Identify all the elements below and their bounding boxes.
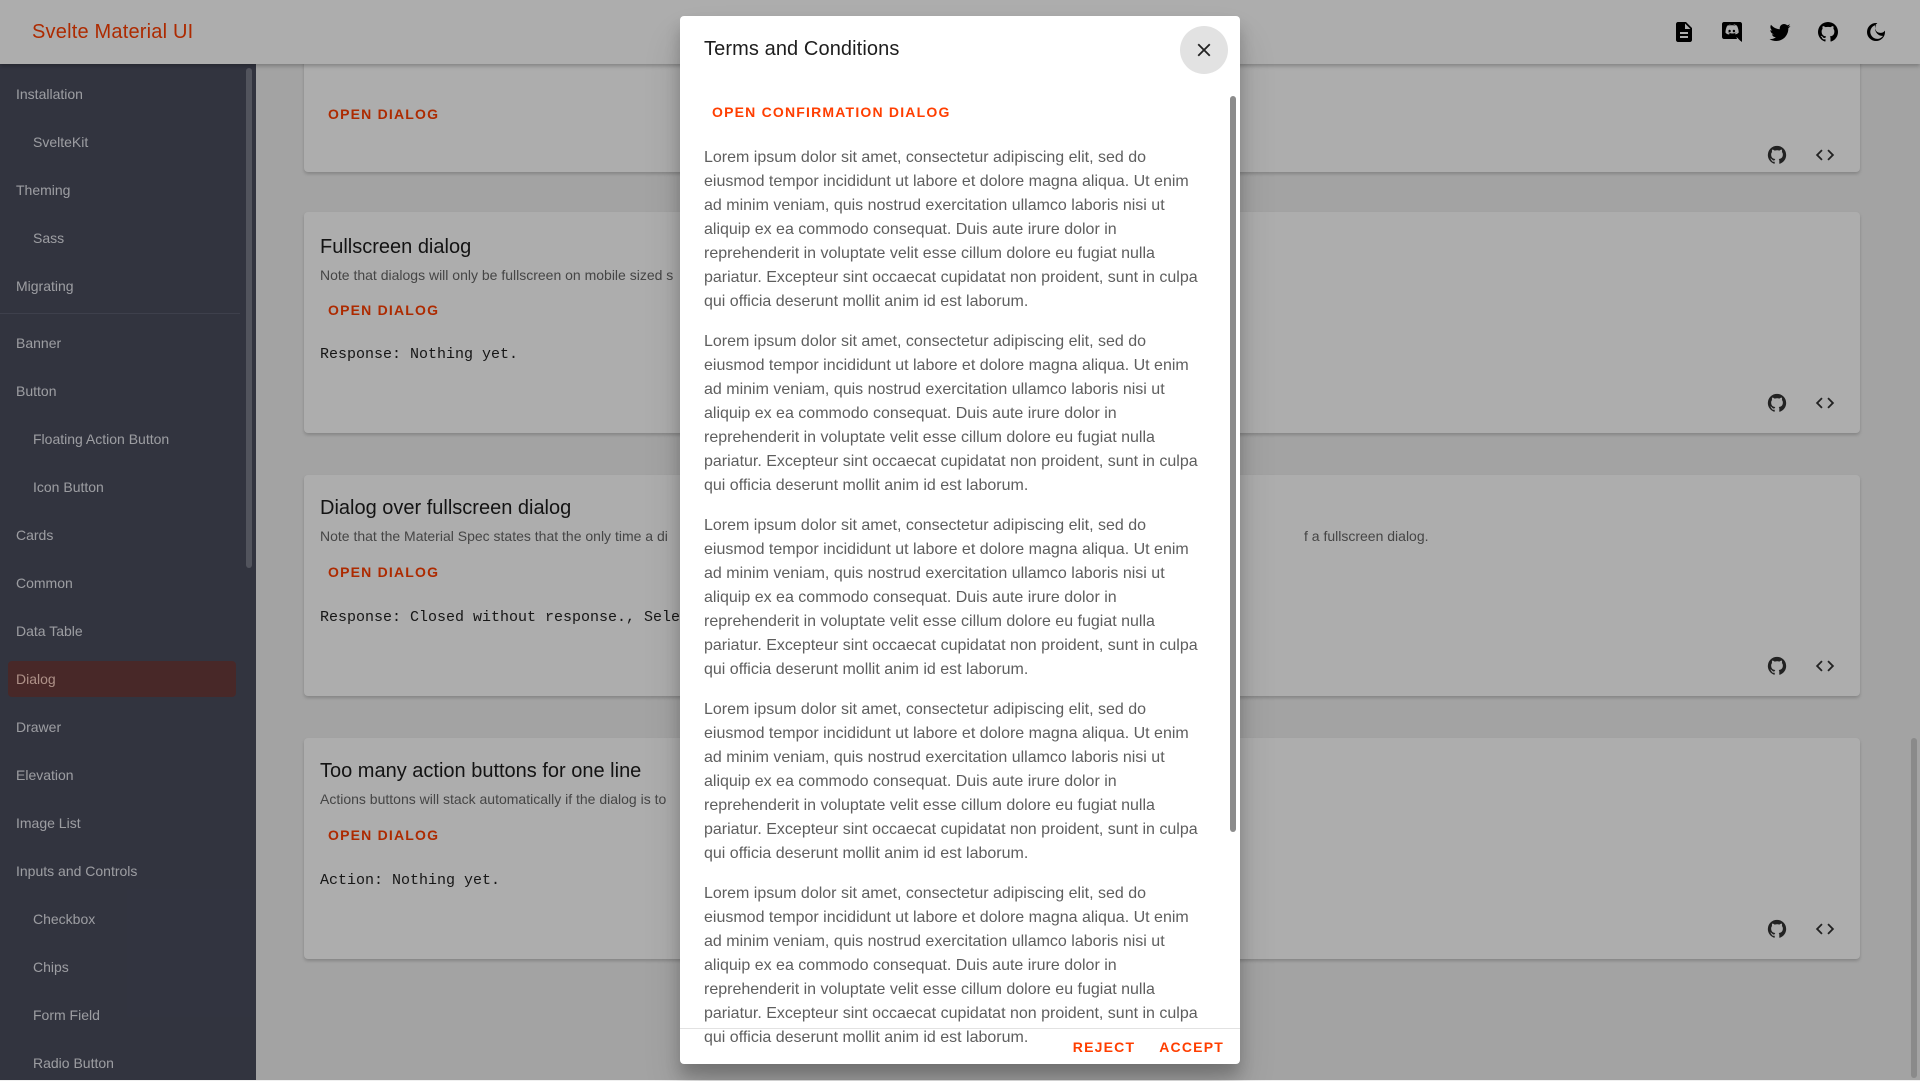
dialog-scrollbar[interactable]: [1230, 96, 1236, 832]
sidebar-item-form-field[interactable]: Form Field: [33, 1007, 100, 1023]
sidebar-item-migrating[interactable]: Migrating: [16, 278, 74, 294]
card-title: Too many action buttons for one line: [320, 760, 642, 782]
sidebar-item-icon-button[interactable]: Icon Button: [33, 479, 104, 495]
open-dialog-button[interactable]: OPEN DIALOG: [328, 302, 440, 318]
card-description-tail: f a fullscreen dialog.: [1304, 528, 1429, 544]
sidebar-item-inputs-and-controls[interactable]: Inputs and Controls: [16, 863, 138, 879]
sidebar-item-image-list[interactable]: Image List: [16, 815, 81, 831]
sidebar-item-drawer[interactable]: Drawer: [16, 719, 62, 735]
reject-button[interactable]: REJECT: [1072, 1039, 1136, 1055]
sidebar-item-cards[interactable]: Cards: [16, 527, 54, 543]
card-description: Note that dialogs will only be fullscreen on mobile sized s: [320, 267, 674, 283]
sidebar-item-dialog[interactable]: Dialog: [8, 661, 236, 697]
response-text: Response: Nothing yet.: [320, 346, 519, 363]
sidebar-item-checkbox[interactable]: Checkbox: [33, 911, 96, 927]
card-title: Fullscreen dialog: [320, 236, 472, 258]
terms-paragraph: Lorem ipsum dolor sit amet, consectetur adipiscing elit, sed do eiusmod tempor incididunt ut labore et dolore magna aliqua. Ut enim ad minim veniam, quis nostrud exercitation ullamco laboris nisi ut aliquip ex ea commodo consequat. Duis aute irure dolor in reprehenderit in voluptate velit esse cillum dolore eu fugiat nulla pariatur. Excepteur sint occaecat cupidatat non proident, sunt in culpa qui officia deserunt mollit anim id est laborum.: [704, 701, 1198, 862]
sidebar-item-elevation[interactable]: Elevation: [16, 767, 74, 783]
sidebar-item-sass[interactable]: Sass: [33, 230, 65, 246]
open-dialog-button[interactable]: OPEN DIALOG: [328, 564, 440, 580]
sidebar-item-sveltekit[interactable]: SvelteKit: [33, 134, 89, 150]
terms-paragraph: Lorem ipsum dolor sit amet, consectetur adipiscing elit, sed do eiusmod tempor incididunt ut labore et dolore magna aliqua. Ut enim ad minim veniam, quis nostrud exercitation ullamco laboris nisi ut aliquip ex ea commodo consequat. Duis aute irure dolor in reprehenderit in voluptate velit esse cillum dolore eu fugiat nulla pariatur. Excepteur sint occaecat cupidatat non proident, sunt in culpa qui officia deserunt mollit anim id est laborum.: [704, 517, 1198, 678]
sidebar-item-data-table[interactable]: Data Table: [16, 623, 83, 639]
sidebar-item-button[interactable]: Button: [16, 383, 57, 399]
sidebar-item-radio-button[interactable]: Radio Button: [33, 1055, 114, 1071]
close-icon[interactable]: [1180, 26, 1228, 74]
dialog-actions: [680, 1028, 1240, 1064]
app-title[interactable]: Svelte Material UI: [32, 20, 194, 43]
card-description: Actions buttons will stack automatically if the dialog is to: [320, 791, 667, 807]
open-dialog-button[interactable]: OPEN DIALOG: [328, 827, 440, 843]
action-text: Action: Nothing yet.: [320, 872, 501, 889]
sidebar-item-theming[interactable]: Theming: [16, 182, 71, 198]
sidebar-item-floating-action-button[interactable]: Floating Action Button: [33, 431, 170, 447]
card-title: Dialog over fullscreen dialog: [320, 497, 572, 519]
response-text: Response: Closed without response., Sele: [320, 609, 681, 626]
page-scrollbar[interactable]: [1911, 738, 1917, 1078]
terms-paragraph: Lorem ipsum dolor sit amet, consectetur adipiscing elit, sed do eiusmod tempor incididunt ut labore et dolore magna aliqua. Ut enim ad minim veniam, quis nostrud exercitation ullamco laboris nisi ut aliquip ex ea commodo consequat. Duis aute irure dolor in reprehenderit in voluptate velit esse cillum dolore eu fugiat nulla pariatur. Excepteur sint occaecat cupidatat non proident, sunt in culpa qui officia deserunt mollit anim id est laborum.: [704, 149, 1198, 310]
terms-dialog: [680, 16, 1240, 1064]
sidebar-item-installation[interactable]: Installation: [16, 86, 83, 102]
open-confirmation-dialog-button[interactable]: OPEN CONFIRMATION DIALOG: [712, 104, 951, 120]
terms-paragraph: Lorem ipsum dolor sit amet, consectetur adipiscing elit, sed do eiusmod tempor incididunt ut labore et dolore magna aliqua. Ut enim ad minim veniam, quis nostrud exercitation ullamco laboris nisi ut aliquip ex ea commodo consequat. Duis aute irure dolor in reprehenderit in voluptate velit esse cillum dolore eu fugiat nulla pariatur. Excepteur sint occaecat cupidatat non proident, sunt in culpa qui officia deserunt mollit anim id est laborum.: [704, 333, 1198, 494]
dialog-content[interactable]: [680, 80, 1240, 1046]
card-description: Note that the Material Spec states that the only time a di: [320, 528, 668, 544]
accept-button[interactable]: ACCEPT: [1159, 1039, 1224, 1055]
sidebar-item-common[interactable]: Common: [16, 575, 73, 591]
terms-paragraph: Lorem ipsum dolor sit amet, consectetur adipiscing elit, sed do eiusmod tempor incididunt ut labore et dolore magna aliqua. Ut enim ad minim veniam, quis nostrud exercitation ullamco laboris nisi ut aliquip ex ea commodo consequat. Duis aute irure dolor in reprehenderit in voluptate velit esse cillum dolore eu fugiat nulla pariatur. Excepteur sint occaecat cupidatat non proident, sunt in culpa qui officia deserunt mollit anim id est laborum.: [704, 885, 1198, 1046]
open-dialog-button[interactable]: OPEN DIALOG: [328, 106, 440, 122]
dialog-title: Terms and Conditions: [704, 38, 900, 60]
sidebar-item-banner[interactable]: Banner: [16, 335, 62, 351]
sidebar-item-chips[interactable]: Chips: [33, 959, 69, 975]
